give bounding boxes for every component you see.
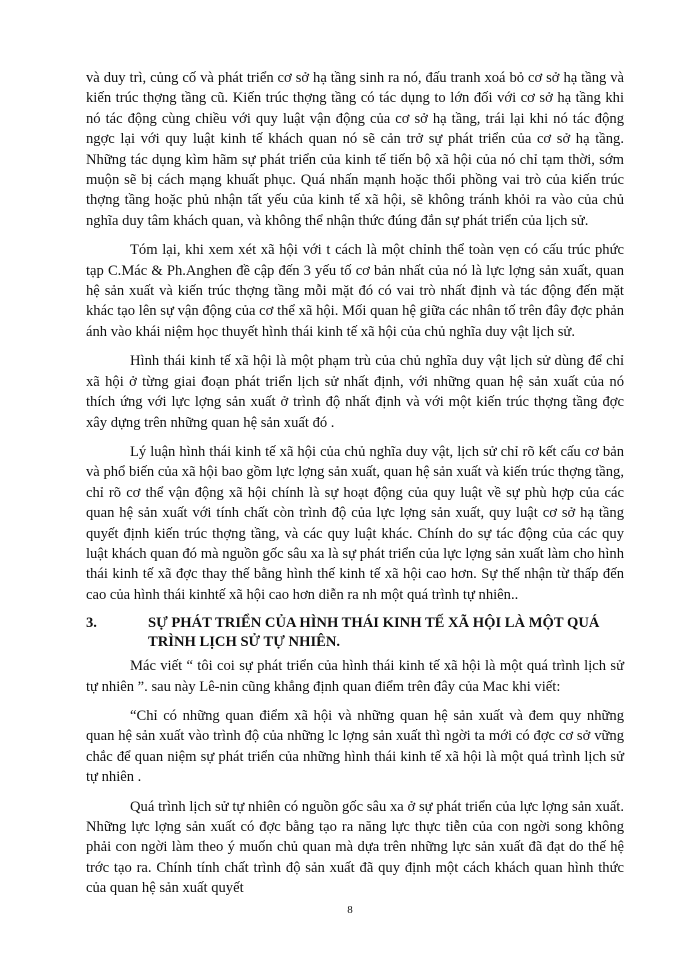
paragraph-natural-history: Quá trình lịch sử tự nhiên có nguồn gốc sâu xa ở sự phát triển của lực lợng sản xuất. Những lực lợng sản xuất có đợc bằng tạo ra năng lực thực tiễn của con ngời song không phải con ngời làm theo ý muốn chủ quan mà dựa trên những lực sản xuất đã đạt do thế hệ trớc tạo ra. Chính tính chất trình độ sản xuất đã quy định một cách khách quan hình thức của quan hệ sản xuất quyết: [86, 798, 624, 897]
paragraph-definition: Hình thái kinh tế xã hội là một phạm trù của chủ nghĩa duy vật lịch sử dùng để chỉ xã hội ở từng giai đoạn phát triển lịch sử nhất định, với những quan hệ sản xuất của nó thích ứng với lực lợng sản xuất ở trình độ nhất định và với một kiến trúc thợng tầng đợc xây dựng trên những quan hệ sản xuất đó .: [86, 353, 624, 431]
page-number: 8: [347, 904, 353, 916]
paragraph-summary: Tóm lại, khi xem xét xã hội với t cách là một chỉnh thể toàn vẹn có cấu trúc phức tạp C.Mác & Ph.Anghen đề cập đến 3 yếu tố cơ bản nhất của nó là lực lợng sản xuất, quan hệ sản xuất và kiến trúc thợng tầng mỗi mặt đó có vai trò nhất định và tác động đến mặt khác tạo lên sự vận động của cơ thể xã hội. Mối quan hệ giữa các nhân tố trên đây đợc phản ánh vào khái niệm học thuyết hình thái kinh tế xã hội của chủ nghĩa duy vật lịch sử.: [86, 242, 624, 340]
paragraph-marx-quote: Mác viết “ tôi coi sự phát triển của hình thái kinh tế xã hội là một quá trình lịch sử tự nhiên ”. sau này Lê-nin cũng khẳng định quan điểm trên đây của Mac khi viết:: [86, 658, 624, 695]
paragraph-continued: và duy trì, củng cố và phát triển cơ sở hạ tầng sinh ra nó, đấu tranh xoá bỏ cơ sở hạ tầng và kiến trúc thợng tầng cũ. Kiến trúc thợng tầng có tác dụng to lớn đối với cơ sở hạ tầng khi nó tác động cùng chiều với quy luật vận động của cơ sở hạ tầng, trái lại khi nó tác động ngợc lại với quy luật kinh tế khách quan nó sẽ cản trở sự phát triển của cơ sở hạ tầng. Những tác dụng kìm hãm sự phát triển của kinh tế tiến bộ xã hội của nó chỉ tạm thời, sớm muộn sẽ bị cách mạng khuất phục. Quá nhấn mạnh hoặc thổi phồng vai trò của kiến trúc thợng tầng hoặc phủ nhận tất yếu của kinh tế xã hội, sẽ không tránh khỏi ra vào của chủ nghĩa duy tâm khách quan, và không thể nhận thức đúng đắn sự phát triển của lịch sử.: [86, 70, 624, 229]
section-number: 3.: [86, 615, 97, 632]
paragraph-theory: Lý luận hình thái kinh tế xã hội của chủ nghĩa duy vật, lịch sử chỉ rõ kết cấu cơ bản và phổ biến của xã hội bao gồm lực lợng sản xuất, quan hệ sản xuất và kiến trúc thợng tầng, chỉ rõ cơ thể vận động xã hội chính là sự hoạt động của quy luật về sự phù hợp của các quan hệ sản xuất với tính chất còn trình độ của lực lợng sản xuất, quy luật cơ sở hạ tầng quyết định kiến trúc thợng tầng, và các quy luật khác. Chính do sự tác động của các quy luật khách quan đó mà nguồn gốc sâu xa là sự phát triển của lực lợng sản xuất làm cho hình thái kinh tế xã đợc thay thế bằng hình thế kinh tế xã hội cao hơn. Sự thế nhận từ thấp đến cao của hình thái kinhtế xã hội cao hơn diễn ra nh một quá trình tự nhiên..: [86, 443, 624, 603]
paragraph-lenin-quote: “Chỉ có những quan điểm xã hội và những quan hệ sản xuất và đem quy những quan hệ sản xuất vào trình độ của những lc lợng sản xuất thì ngời ta mới có đợc cơ sở vững chắc để quan niệm sự phát triển của những hình thái kinh tế xã hội là một quá trình lịch sử tự nhiên .: [86, 707, 624, 786]
document-body: [86, 68, 624, 908]
section-heading: [86, 614, 624, 652]
section-title: SỰ PHÁT TRIỂN CỦA HÌNH THÁI KINH TẾ XÃ HỘI LÀ MỘT QUÁ TRÌNH LỊCH SỬ TỰ NHIÊN.: [148, 615, 600, 651]
